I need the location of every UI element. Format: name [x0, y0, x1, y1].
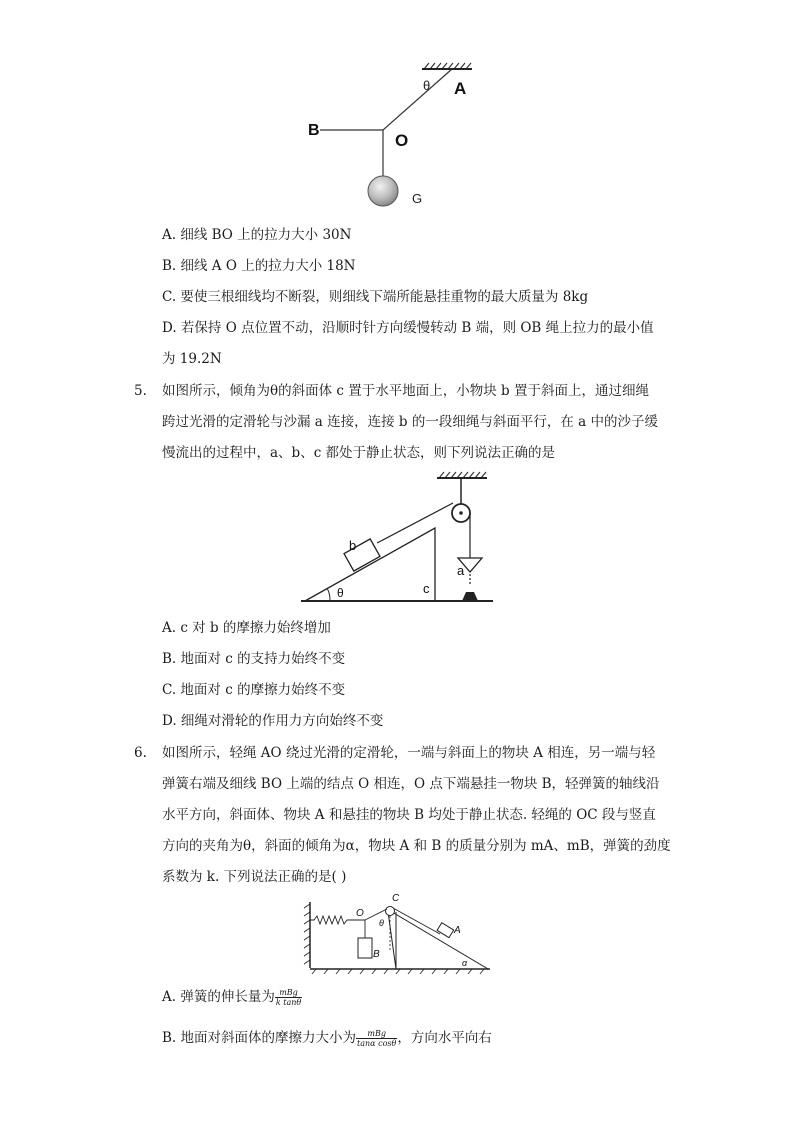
label-theta: θ	[423, 78, 431, 93]
q6-option-b-suffix: ，方向水平向右	[397, 1030, 492, 1046]
label-a: a	[457, 563, 465, 578]
q6-number: 6.	[134, 745, 147, 761]
q4-option-c[interactable]: C. 要使三根细线均不断裂，则细线下端所能悬挂重物的最大质量为 8kg	[162, 289, 589, 305]
q5-option-d[interactable]: D. 细绳对滑轮的作用力方向始终不变	[162, 713, 384, 729]
q5-option-c[interactable]: C. 地面对 c 的摩擦力始终不变	[162, 682, 346, 698]
fraction-numerator: mBg	[275, 988, 302, 998]
label-o: O	[356, 908, 364, 919]
label-b: B	[373, 949, 380, 960]
q6-option-b[interactable]	[162, 1027, 492, 1049]
label-alpha: α	[462, 958, 468, 968]
label-b: b	[349, 538, 357, 553]
fraction-denominator: k tanθ	[275, 998, 302, 1007]
q5-stem-line3: 慢流出的过程中，a、b、c 都处于静止状态，则下列说法正确的是	[162, 445, 556, 461]
fraction-denominator: tanα cosθ	[357, 1039, 397, 1048]
figure-incline-pulley	[295, 468, 505, 610]
q4-option-a[interactable]: A. 细线 BO 上的拉力大小 30N	[162, 227, 352, 243]
label-b: B	[308, 122, 320, 139]
q6-stem-line5: 系数为 k. 下列说法正确的是( )	[162, 869, 347, 885]
label-c: C	[392, 893, 400, 904]
q6-stem-line3: 水平方向，斜面体、物块 A 和悬挂的物块 B 均处于静止状态. 轻绳的 OC 段与竖直	[162, 807, 656, 823]
label-a: A	[454, 79, 467, 98]
q5-option-b[interactable]: B. 地面对 c 的支持力始终不变	[162, 651, 346, 667]
q4-option-d-line1[interactable]: D. 若保持 O 点位置不动，沿顺时针方向缓慢转动 B 端，则 OB 绳上拉力的最小值	[162, 320, 654, 336]
q6-stem-line1: 如图所示，轻绳 AO 绕过光滑的定滑轮，一端与斜面上的物块 A 相连，另一端与轻	[162, 745, 656, 761]
q6-stem-line4: 方向的夹角为θ，斜面的倾角为α，物块 A 和 B 的质量分别为 mA、mB，弹簧的劲度	[162, 838, 671, 854]
q6-option-b-fraction	[356, 1029, 397, 1048]
q4-option-d-line2: 为 19.2N	[162, 351, 222, 367]
q6-option-b-prefix: B. 地面对斜面体的摩擦力大小为	[162, 1030, 357, 1046]
label-theta: θ	[337, 586, 344, 600]
label-a: A	[454, 925, 461, 936]
q6-stem-line2: 弹簧右端及细线 BO 上端的结点 O 相连，O 点下端悬挂一物块 B，轻弹簧的轴线沿	[162, 776, 660, 792]
figure-spring-incline	[300, 890, 500, 976]
q5-stem-line1: 如图所示，倾角为θ的斜面体 c 置于水平地面上，小物块 b 置于斜面上，通过细绳	[162, 383, 649, 399]
q6-option-a-fraction	[275, 988, 302, 1007]
label-o: O	[395, 131, 409, 150]
weight-ball	[368, 176, 398, 206]
label-theta: θ	[379, 918, 384, 928]
q4-option-b[interactable]: B. 细线 A O 上的拉力大小 18N	[162, 258, 356, 274]
q5-stem-line2: 跨过光滑的定滑轮与沙漏 a 连接，连接 b 的一段细绳与斜面平行，在 a 中的沙子缓	[162, 414, 658, 430]
figure-o-knot-diagram	[300, 55, 500, 215]
fraction-numerator: mBg	[356, 1029, 397, 1039]
q5-number: 5.	[134, 383, 147, 399]
label-g: G	[412, 191, 423, 206]
q6-option-a[interactable]	[162, 986, 302, 1008]
label-c: c	[423, 581, 430, 596]
q6-option-a-prefix: A. 弹簧的伸长量为	[162, 989, 275, 1005]
q5-option-a[interactable]: A. c 对 b 的摩擦力始终增加	[162, 620, 331, 636]
